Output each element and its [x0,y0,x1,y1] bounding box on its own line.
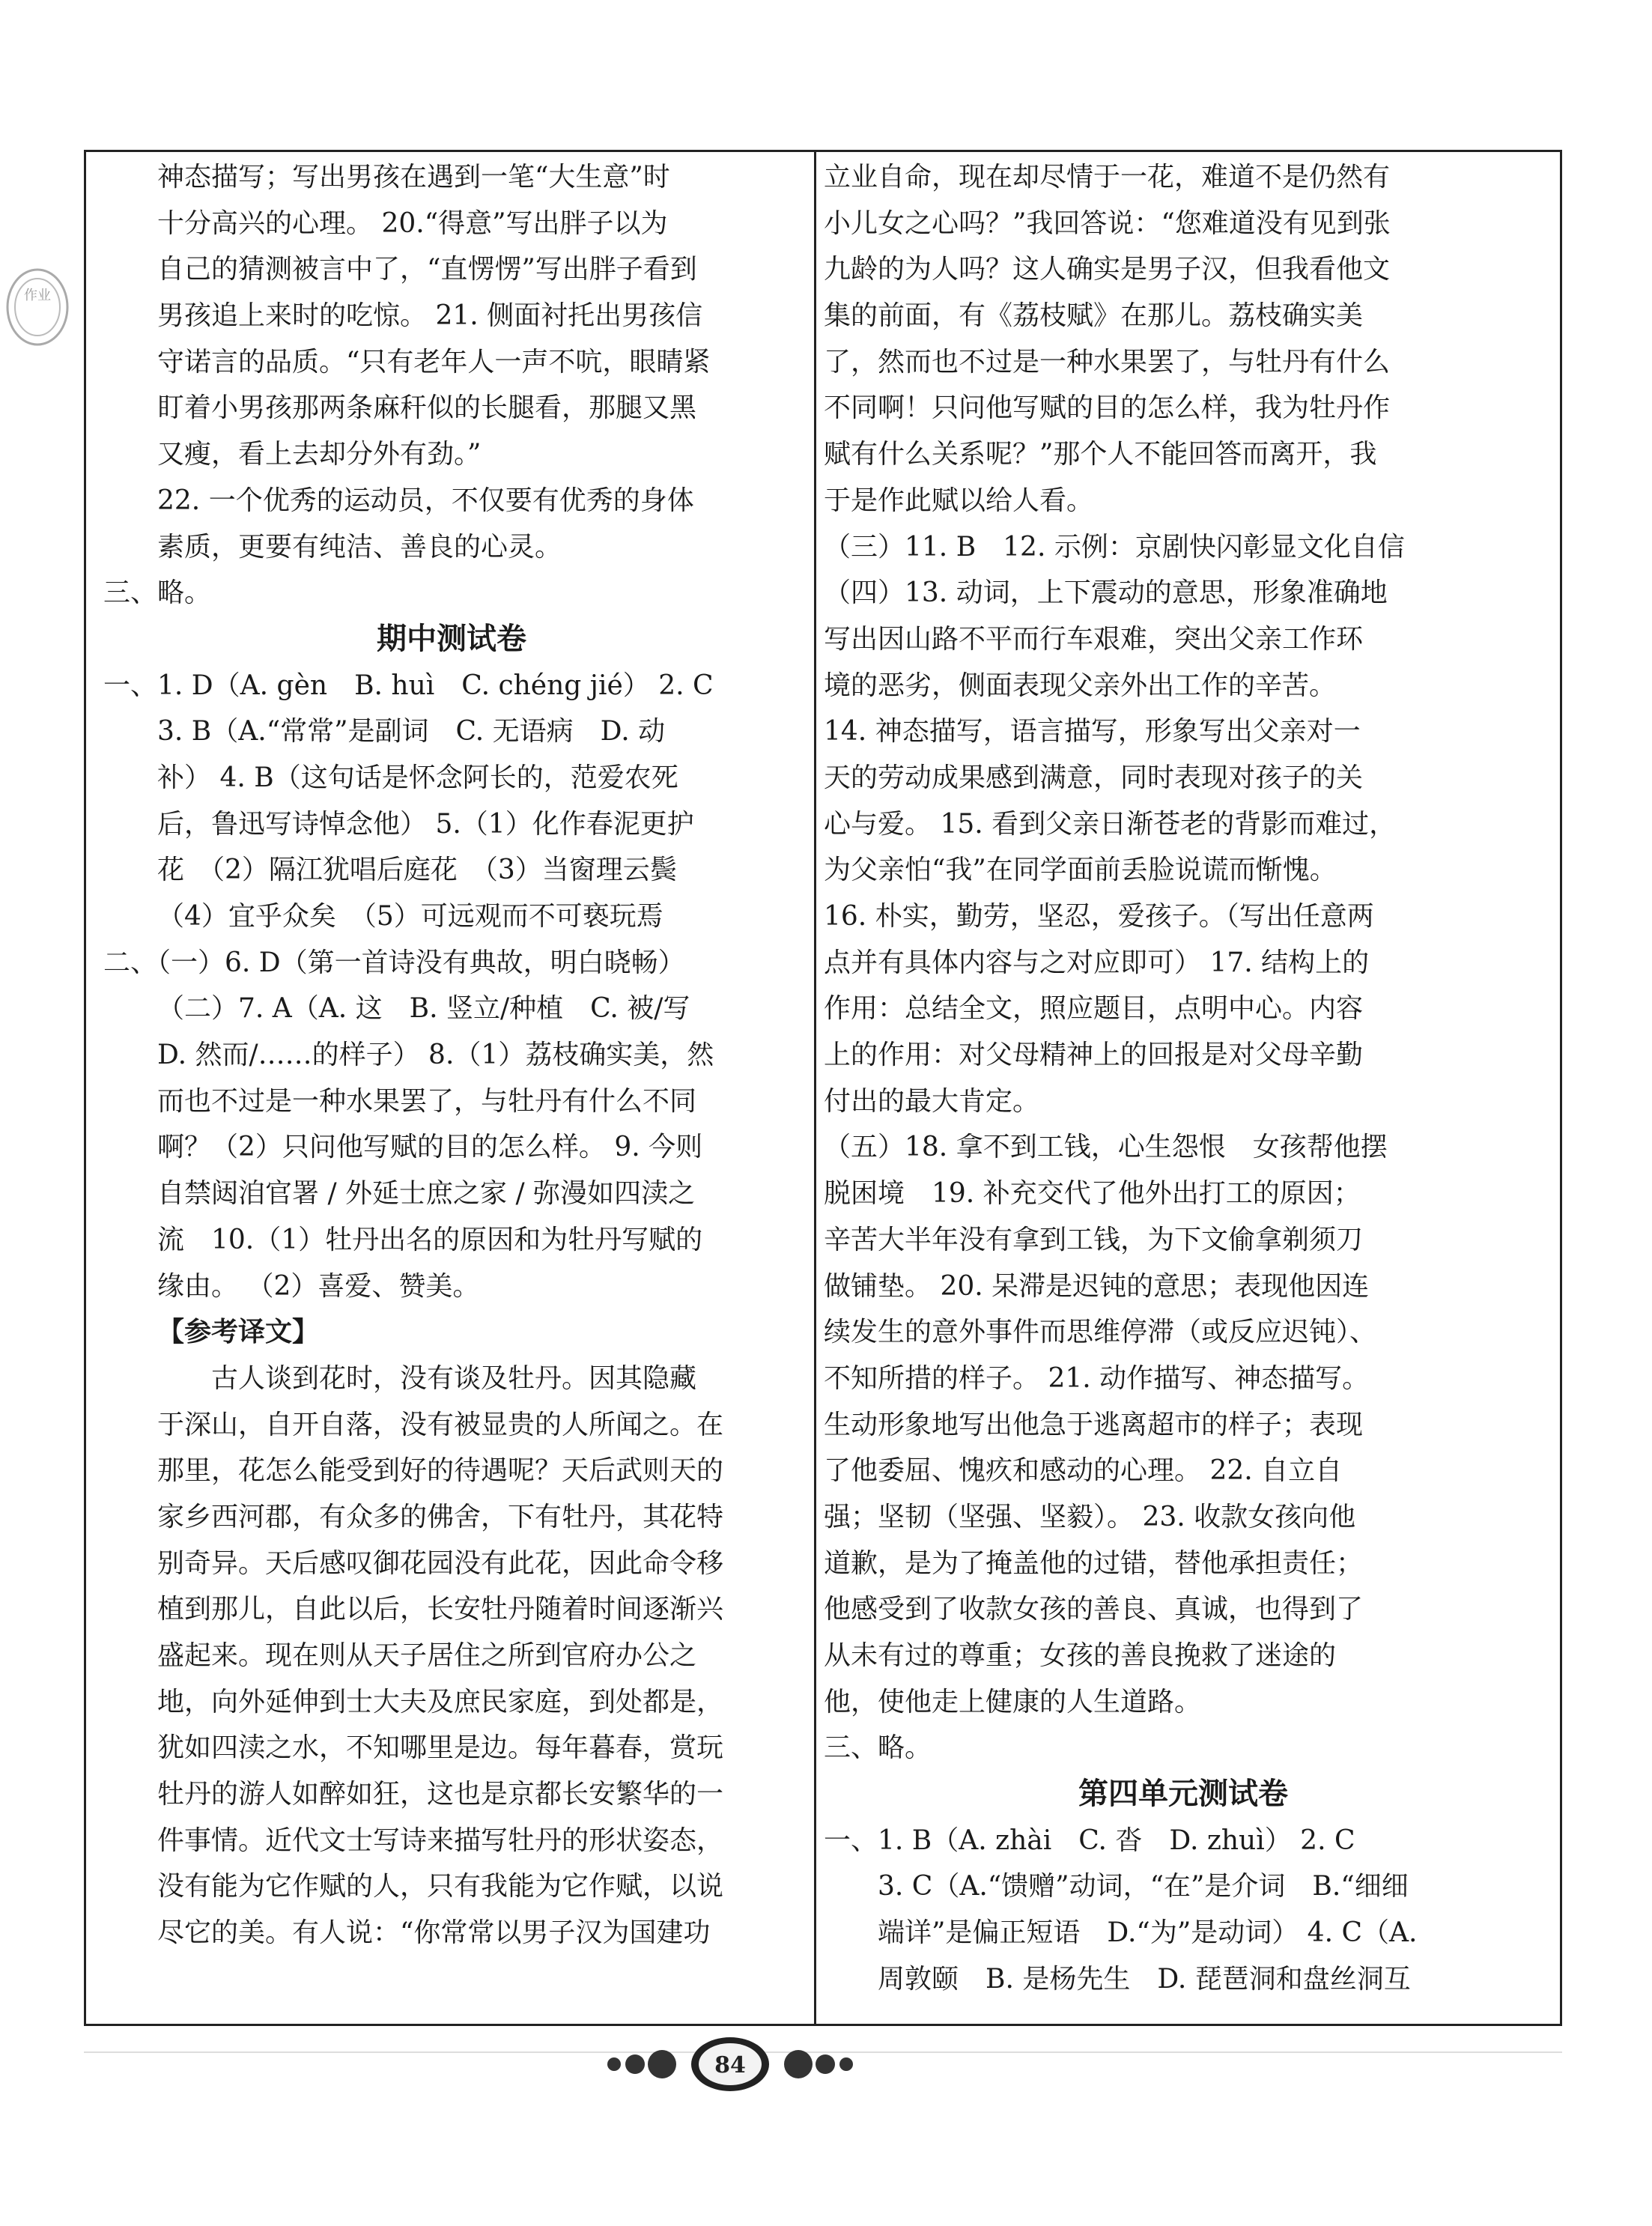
text-line: 啊？（2）只问他写赋的目的怎么样。 9. 今则 [157,1132,703,1163]
text-line: D. 然而/……的样子） 8.（1）荔枝确实美，然 [157,1040,714,1071]
text-line: 小儿女之心吗？”我回答说：“您难道没有见到张 [824,207,1391,239]
text-line: 守诺言的品质。“只有老年人一声不吭，眼睛紧 [157,346,711,377]
text-line: 犹如四渎之水，不知哪里是边。每年暮春，赏玩 [157,1732,724,1764]
text-line: 地，向外延伸到士大夫及庶民家庭，到处都是， [157,1686,724,1717]
text-line: 端详”是偏正短语 D.“为”是动词） 4. C（A. [878,1917,1418,1949]
text-line: 而也不过是一种水果罢了，与牡丹有什么不同 [157,1085,697,1117]
text-line: 花 （2）隔江犹唱后庭花 （3）当窗理云鬓 [157,855,677,886]
text-line: 三、略。 [103,577,212,609]
text-line: 没有能为它作赋的人，只有我能为它作赋，以说 [157,1871,724,1902]
text-line: 一、1. D（A. gèn B. huì C. chéng jié） 2. C [103,670,714,701]
text-line: 补） 4. B（这句话是怀念阿长的，范爱农死 [157,762,678,793]
text-line: 三、略。 [824,1732,932,1764]
text-line: 脱困境 19. 补充交代了他外出打工的原因； [824,1178,1361,1210]
text-line: 付出的最大肯定。 [824,1085,1040,1117]
text-line: （二）7. A（A. 这 B. 竖立/种植 C. 被/写 [157,993,690,1025]
text-line: 别奇异。天后感叹御花园没有此花，因此命令移 [157,1547,724,1579]
text-line: 周敦颐 B. 是杨先生 D. 琵琶洞和盘丝洞互 [878,1963,1411,1995]
text-line: 牡丹的游人如醉如狂，这也是京都长安繁华的一 [157,1779,724,1810]
text-line: 古人谈到花时，没有谈及牡丹。因其隐藏 [157,1362,697,1394]
text-line: 缘由。 （2）喜爱、赞美。 [157,1270,480,1302]
text-line: 于是作此赋以给人看。 [824,485,1094,516]
text-line: 辛苦大半年没有拿到工钱，为下文偷拿剃须刀 [824,1224,1364,1255]
text-line: （四）13. 动词，上下震动的意思，形象准确地 [824,577,1388,609]
text-line: 天的劳动成果感到满意，同时表现对孩子的关 [824,762,1364,793]
text-line: 写出因山路不平而行车艰难，突出父亲工作环 [824,623,1364,655]
text-line: 男孩追上来时的吃惊。 21. 侧面衬托出男孩信 [157,300,703,332]
section-title: 期中测试卷 [377,621,526,656]
text-line: 不知所措的样子。 21. 动作描写、神态描写。 [824,1362,1370,1394]
text-line: 那里，花怎么能受到好的待遇呢？天后武则天的 [157,1455,724,1487]
text-line: 他，使他走上健康的人生道路。 [824,1686,1202,1717]
text-line: 不同啊！只问他写赋的目的怎么样，我为牡丹作 [824,392,1391,424]
text-line: （三）11. B 12. 示例：京剧快闪彰显文化自信 [824,531,1405,562]
footer-dot [648,2050,676,2078]
text-line: 为父亲怕“我”在同学面前丢脸说谎而惭愧。 [824,855,1337,886]
left-column [103,154,800,1956]
text-line: 3. B（A.“常常”是副词 C. 无语病 D. 动 [157,716,666,747]
text-line: 植到那儿，自此以后，长安牡丹随着时间逐渐兴 [157,1594,724,1625]
footer-dot [607,2057,621,2071]
text-line: 二、（一）6. D（第一首诗没有典故，明白晓畅） [103,947,685,978]
text-line: 强；坚韧（坚强、坚毅）。 23. 收款女孩向他 [824,1501,1356,1532]
text-line: 流 10.（1）牡丹出名的原因和为牡丹写赋的 [157,1224,703,1255]
text-line: 立业自命，现在却尽情于一花，难道不是仍然有 [824,162,1391,192]
page-number: 84 [714,2052,746,2078]
footer-dot [625,2054,645,2074]
text-line: 续发生的意外事件而思维停滞（或反应迟钝）、 [824,1317,1377,1348]
footer-dot [839,2057,853,2071]
page-footer [0,2022,1652,2112]
text-line: 3. C（A.“馈赠”动词，“在”是介词 B.“细细 [878,1871,1409,1902]
text-line: 赋有什么关系呢？”那个人不能回答而离开，我 [824,439,1377,470]
text-line: 又瘦，看上去却分外有劲。” [157,439,482,470]
text-line: 了他委屈、愧疚和感动的心理。 22. 自立自 [824,1455,1343,1487]
right-column [824,154,1543,2003]
column-divider [814,150,816,2026]
footer-dot [784,2050,813,2078]
text-line: 22. 一个优秀的运动员，不仅要有优秀的身体 [157,485,694,516]
text-line: 自己的猜测被言中了，“直愣愣”写出胖子看到 [157,254,697,285]
stamp-text: 作业 [24,288,51,303]
text-line: 14. 神态描写，语言描写，形象写出父亲对一 [824,716,1361,747]
text-line: 生动形象地写出他急于逃离超市的样子；表现 [824,1409,1364,1440]
text-line: 素质，更要有纯洁、善良的心灵。 [157,531,562,562]
text-line: 作用：总结全文，照应题目，点明中心。内容 [824,993,1364,1025]
text-line: 家乡西河郡，有众多的佛舍，下有牡丹，其花特 [157,1501,724,1532]
text-line: 做铺垫。 20. 呆滞是迟钝的意思；表现他因连 [824,1270,1370,1302]
text-line: 从未有过的尊重；女孩的善良挽救了迷途的 [824,1640,1337,1671]
text-line: 道歉，是为了掩盖他的过错，替他承担责任； [824,1547,1364,1579]
text-line: 自禁闼洎官署 / 外延士庶之家 / 弥漫如四渎之 [157,1178,696,1210]
text-line: 盛起来。现在则从天子居住之所到官府办公之 [157,1640,697,1671]
text-line: 一、1. B（A. zhài C. 沓 D. zhuì） 2. C [824,1825,1355,1856]
text-line: 十分高兴的心理。 20.“得意”写出胖子以为 [157,207,668,239]
text-line: 后，鲁迅写诗悼念他） 5.（1）化作春泥更护 [157,808,694,840]
text-line: 集的前面，有《荔枝赋》在那儿。荔枝确实美 [824,300,1364,332]
text-line: 件事情。近代文士写诗来描写牡丹的形状姿态， [157,1825,724,1856]
text-line: 心与爱。 15. 看到父亲日渐苍老的背影而难过， [824,808,1397,840]
text-line: 上的作用：对父母精神上的回报是对父母辛勤 [824,1040,1364,1071]
text-line: 九龄的为人吗？这人确实是男子汉，但我看他文 [824,254,1391,285]
text-line: 于深山，自开自落，没有被显贵的人所闻之。在 [157,1409,724,1440]
text-line: （五）18. 拿不到工钱，心生怨恨 女孩帮他摆 [824,1132,1388,1163]
text-line: 境的恶劣，侧面表现父亲外出工作的辛苦。 [824,670,1337,701]
text-line: 他感受到了收款女孩的善良、真诚，也得到了 [824,1594,1364,1625]
homework-stamp-icon [0,262,75,360]
text-line: 尽它的美。有人说：“你常常以男子汉为国建功 [157,1917,711,1949]
text-line: （4）宜乎众矣 （5）可远观而不可亵玩焉 [157,901,663,932]
text-line: 16. 朴实，勤劳，坚忍，爱孩子。（写出任意两 [824,901,1374,932]
text-line: 点并有具体内容与之对应即可） 17. 结构上的 [824,947,1370,978]
text-line: 【参考译文】 [157,1317,320,1348]
text-line: 盯着小男孩那两条麻秆似的长腿看，那腿又黑 [157,392,697,424]
text-line: 神态描写；写出男孩在遇到一笔“大生意”时 [157,162,670,192]
text-line: 了，然而也不过是一种水果罢了，与牡丹有什么 [824,346,1391,377]
section-title: 第四单元测试卷 [1078,1777,1288,1812]
footer-dot [816,2054,835,2074]
